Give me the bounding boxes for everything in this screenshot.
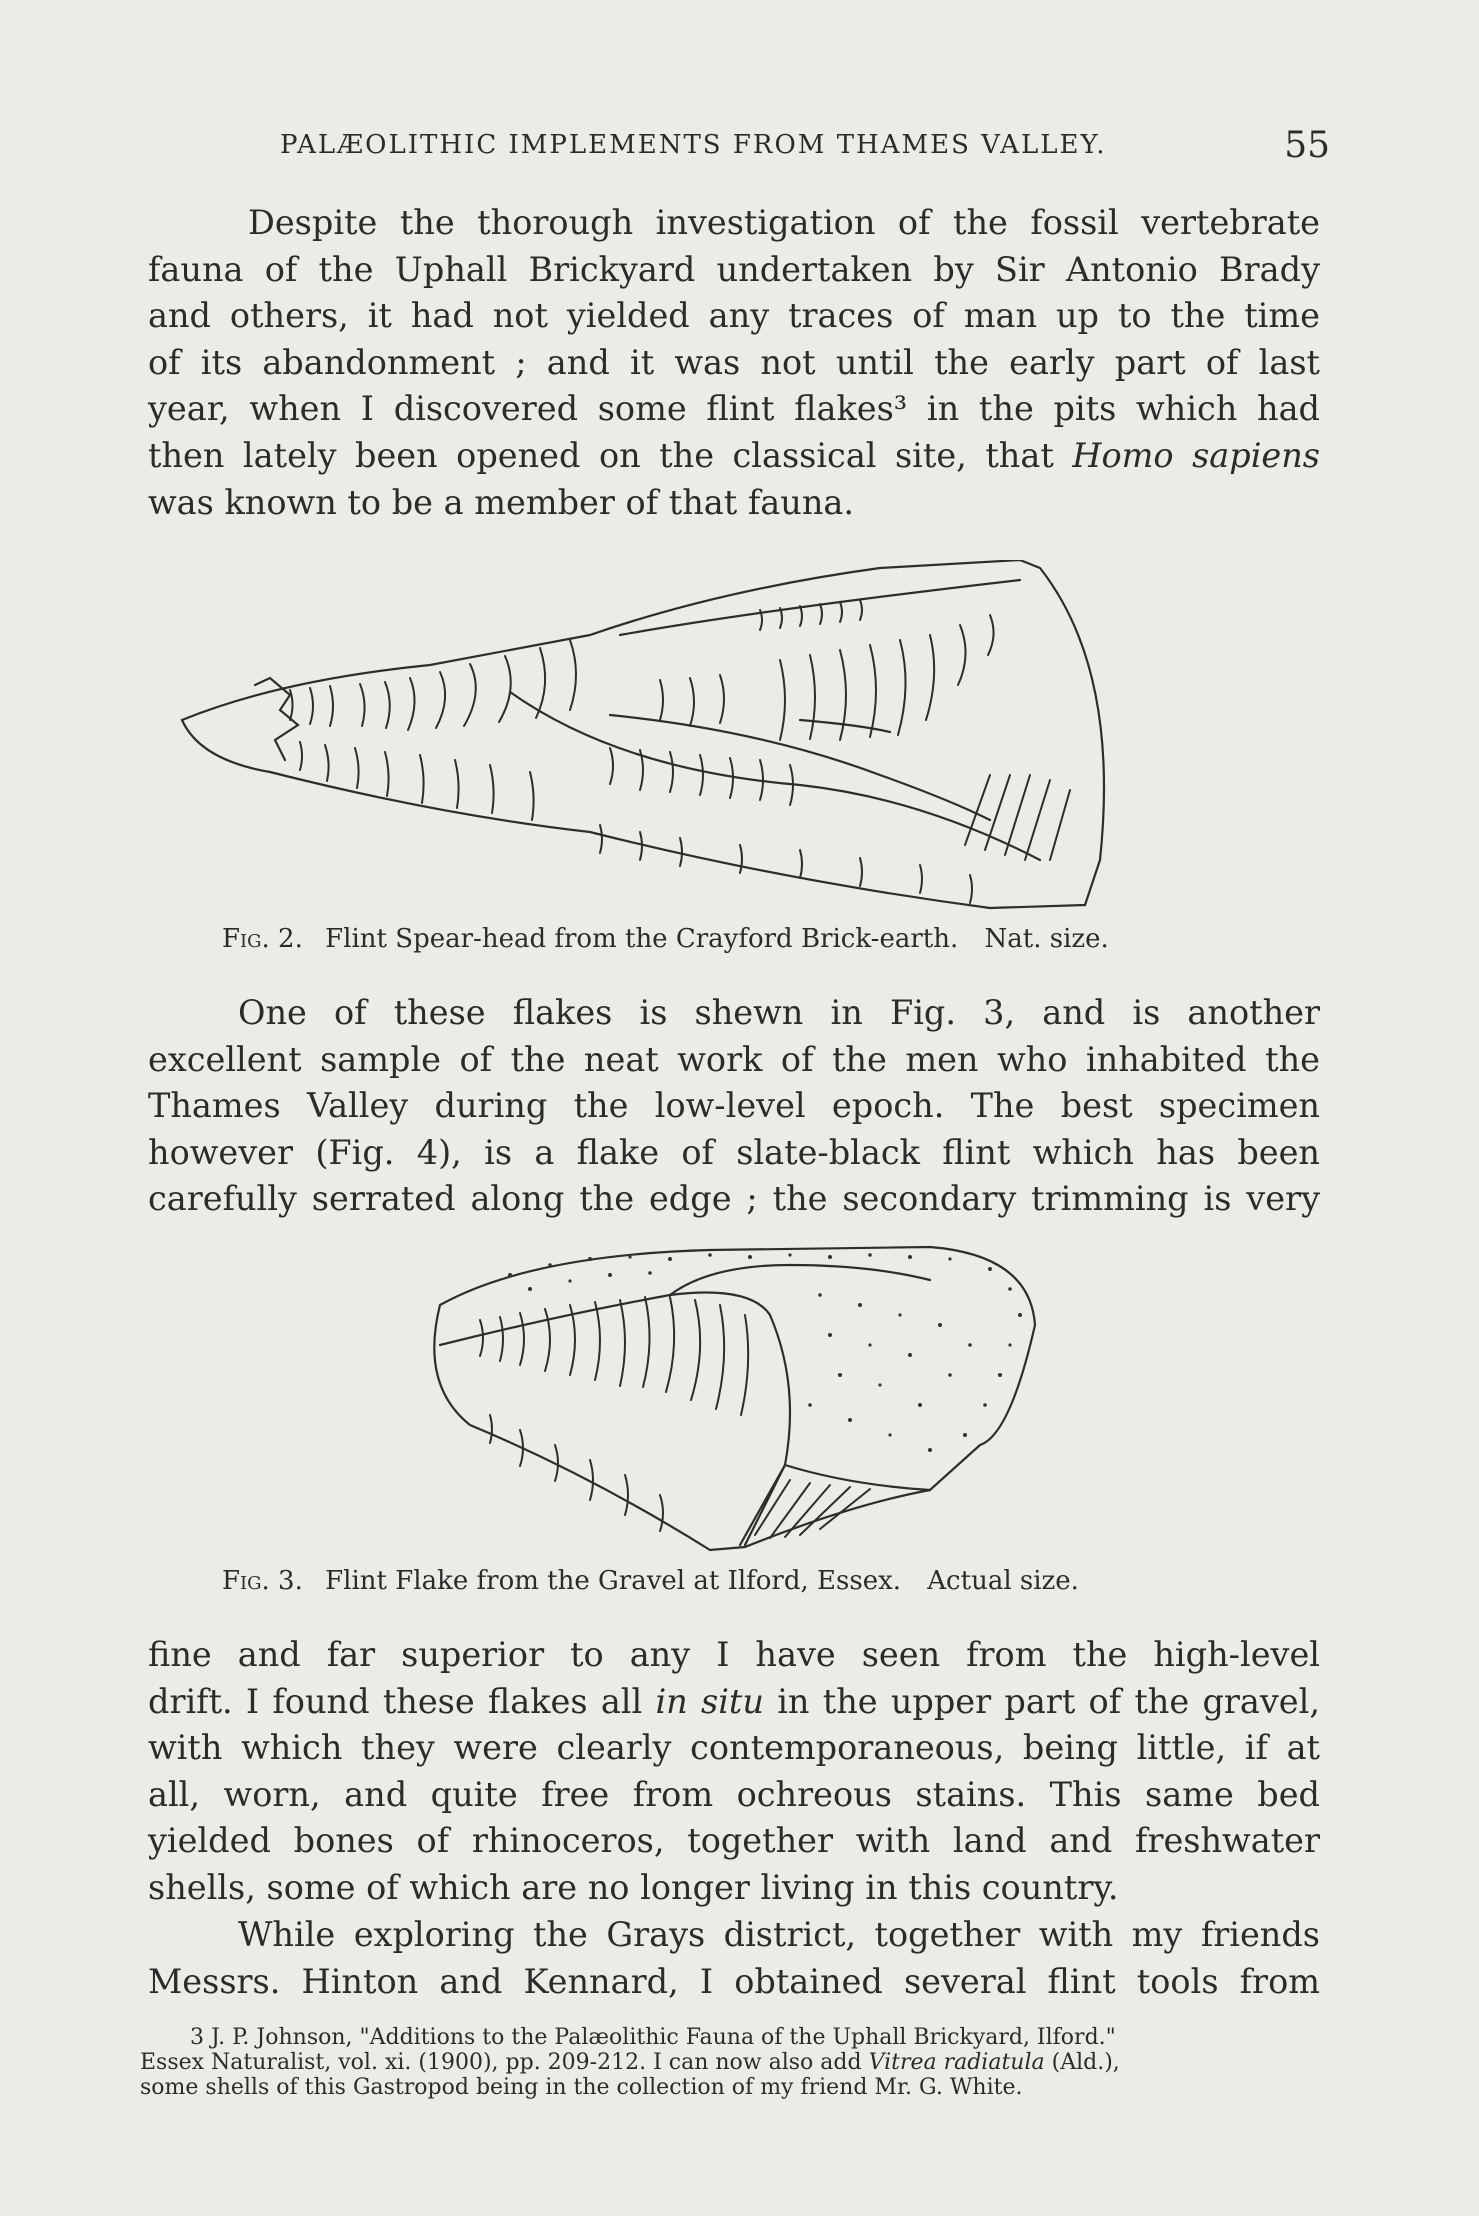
italic-term: Vitrea radiatula (868, 2050, 1045, 2075)
text-line: was known to be a member of that fauna. (148, 482, 855, 522)
paragraph-2 (148, 990, 1320, 1223)
text-line (148, 433, 1320, 480)
caption-size: Actual size. (927, 1566, 1079, 1596)
text-line: however (Fig. 4), is a flake of slate-black flint which has been (148, 1132, 1320, 1172)
page-header (280, 125, 1330, 175)
page-number: 55 (1284, 125, 1330, 166)
footnote-line (140, 2050, 1310, 2075)
text-line: all, worn, and quite free from ochreous stains. This same bed (148, 1774, 1320, 1814)
paragraph-4 (148, 1912, 1320, 2005)
text-span: in the upper part of the gravel, (763, 1681, 1320, 1721)
text-line: of its abandonment ; and it was not until the early part of last (148, 342, 1320, 382)
footnote-line: some shells of this Gastropod being in the collection of my friend Mr. G. White. (140, 2075, 1023, 2100)
text-line (148, 1679, 1320, 1726)
figure-3-flake-illustration (410, 1245, 1050, 1560)
text-line: Thames Valley during the low-level epoch. The best specimen (148, 1086, 1320, 1126)
text-line: yielded bones of rhinoceros, together with land and freshwater (148, 1821, 1320, 1861)
figure-label: Fig. 2. (222, 924, 303, 954)
figure-2-spearhead-illustration (160, 560, 1320, 920)
text-span: (Ald.), (1044, 2050, 1120, 2075)
text-line: year, when I discovered some flint flakes³ in the pits which had (148, 389, 1320, 429)
caption-text: Flint Spear-head from the Crayford Brick-earth. (325, 924, 959, 954)
text-line: with which they were clearly contemporaneous, being little, if at (148, 1728, 1320, 1768)
text-line: carefully serrated along the edge ; the secondary trimming is very (148, 1179, 1320, 1219)
paragraph-3 (148, 1632, 1320, 1912)
text-line: fauna of the Uphall Brickyard undertaken by Sir Antonio Brady (148, 249, 1320, 289)
figure-label: Fig. 3. (222, 1566, 303, 1596)
text-line: shells, some of which are no longer living in this country. (148, 1867, 1119, 1907)
text-span: Essex Naturalist, vol. xi. (1900), pp. 209-212. I can now also add (140, 2050, 869, 2075)
running-head: PALÆOLITHIC IMPLEMENTS FROM THAMES VALLEY. (280, 130, 1107, 160)
italic-term: Homo sapiens (1072, 435, 1320, 475)
footnote (140, 2025, 1310, 2100)
text-line: Despite the thorough investigation of the fossil vertebrate (248, 203, 1320, 242)
footnote-line: 3 J. P. Johnson, "Additions to the Palæolithic Fauna of the Uphall Brickyard, Ilford." (190, 2025, 1116, 2050)
text-span: then lately been opened on the classical site, that (148, 435, 1073, 475)
text-line: Messrs. Hinton and Kennard, I obtained several flint tools from (148, 1961, 1320, 2001)
figure-2-caption (222, 924, 1109, 954)
paragraph-1 (148, 200, 1320, 526)
figure-3-caption (222, 1566, 1079, 1596)
text-line: fine and far superior to any I have seen from the high-level (148, 1635, 1320, 1674)
caption-size: Nat. size. (984, 924, 1109, 954)
italic-term: in situ (655, 1681, 764, 1721)
caption-text: Flint Flake from the Gravel at Ilford, Essex. (325, 1566, 902, 1596)
text-line: excellent sample of the neat work of the men who inhabited the (148, 1039, 1320, 1079)
text-line: One of these flakes is shewn in Fig. 3, and is another (238, 993, 1320, 1032)
text-span: drift. I found these flakes all (148, 1681, 656, 1721)
text-line: and others, it had not yielded any traces of man up to the time (148, 296, 1320, 336)
text-line: While exploring the Grays district, together with my friends (238, 1915, 1320, 1954)
